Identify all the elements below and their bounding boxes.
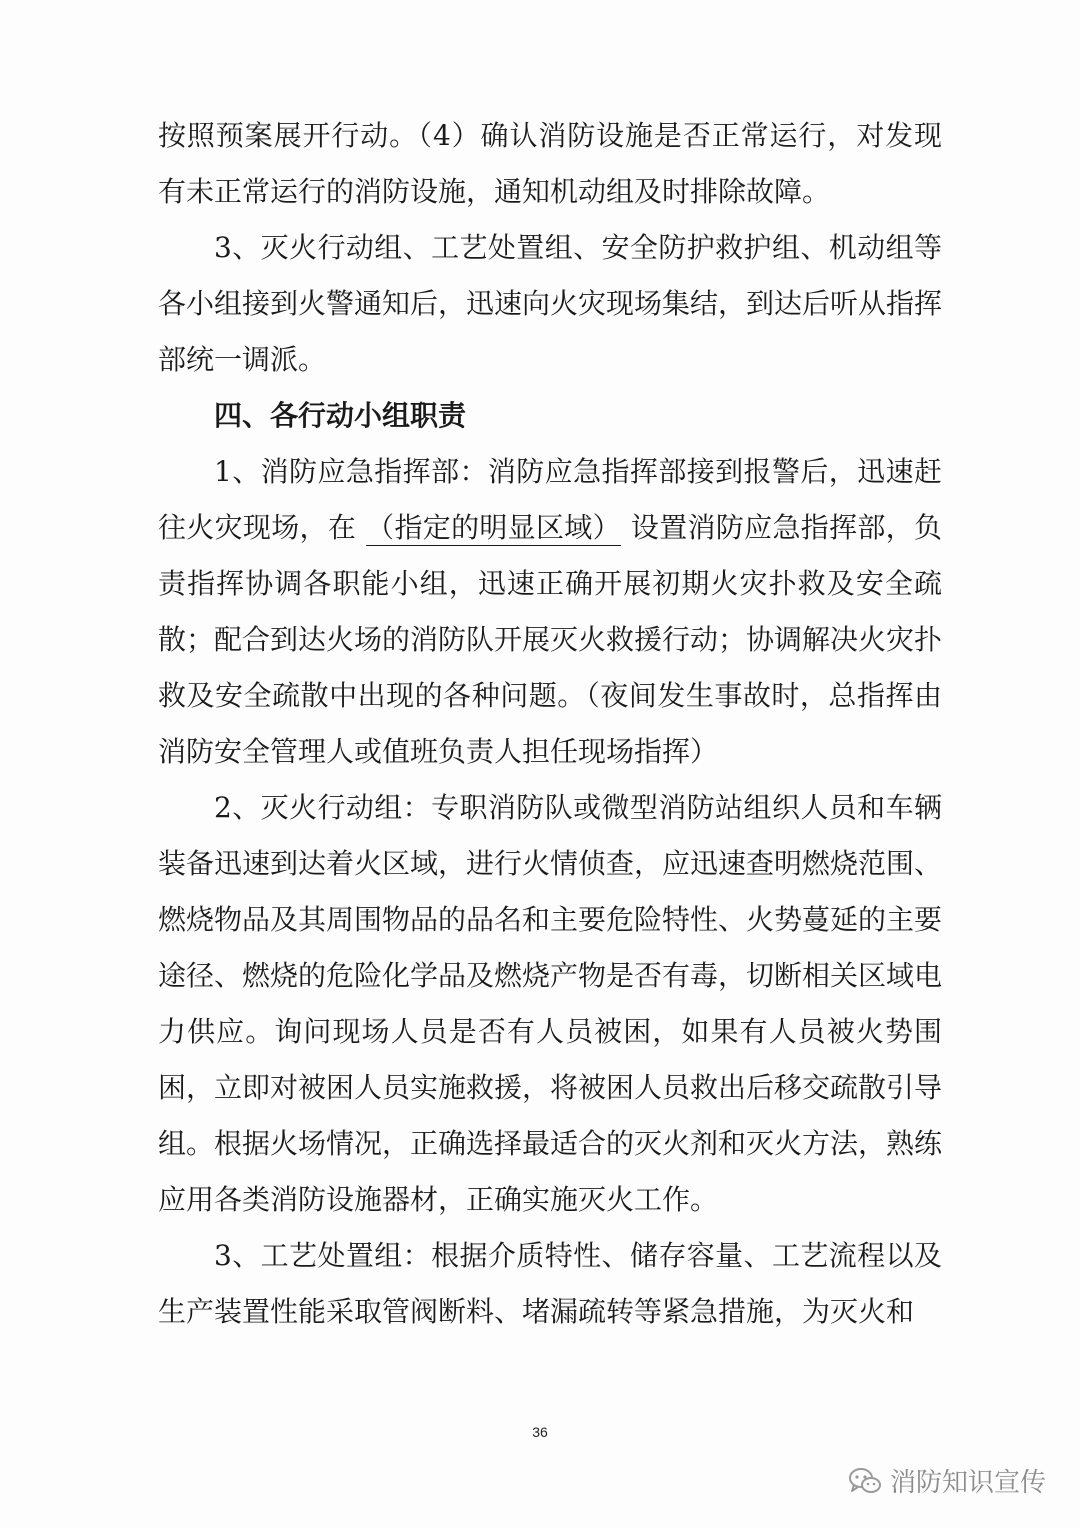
watermark-text: 消防知识宣传 [889, 1468, 1046, 1498]
document-body [158, 108, 942, 1340]
wechat-icon [848, 1466, 882, 1496]
section-heading: 四、各行动小组职责 [214, 399, 467, 432]
paragraph-firefighting-group: 2、灭火行动组：专职消防队或微型消防站组织人员和车辆装备迅速到达着火区域，进行火情侦查，应迅速查明燃烧范围、燃烧物品及其周围物品的品名和主要危险特性、火势蔓延的主要途径、燃烧的危险化学品及燃烧产物是否有毒，切断相关区域电力供应。询问现场人员是否有人员被困，如果有人员被火势围困，立即对被困人员实施救援，将被困人员救出后移交疏散引导组。根据火场情况，正确选择最适合的灭火剂和灭火方法，熟练应用各类消防设施器材，正确实施灭火工作。 [158, 791, 943, 1216]
paragraph-command-center [158, 444, 942, 780]
paragraph-item-3: 3、灭火行动组、工艺处置组、安全防护救护组、机动组等各小组接到火警通知后，迅速向火灾现场集结，到达后听从指挥部统一调派。 [158, 231, 943, 376]
paragraph-text: 1、消防应急指挥部：消防应急指挥部接到报警后，迅速赶往火灾现场，在 [158, 455, 942, 544]
paragraph-continuation: 按照预案展开行动。（4）确认消防设施是否正常运行，对发现有未正常运行的消防设施，通知机动组及时排除故障。 [158, 119, 942, 208]
page-number: 36 [532, 1424, 548, 1440]
underlined-fill-in: （指定的明显区域） [366, 511, 621, 544]
watermark [848, 1462, 1046, 1499]
paragraph-text: 设置消防应急指挥部，负责指挥协调各职能小组，迅速正确开展初期火灾扑救及安全疏散；配合到达火场的消防队开展灭火救援行动；协调解决火灾扑救及安全疏散中出现的各种问题。（夜间发生事故时，总指挥由消防安全管理人或值班负责人担任现场指挥） [158, 511, 943, 768]
paragraph-process-group: 3、工艺处置组：根据介质特性、储存容量、工艺流程以及生产装置性能采取管阀断料、堵漏疏转等紧急措施，为灭火和 [158, 1239, 942, 1328]
